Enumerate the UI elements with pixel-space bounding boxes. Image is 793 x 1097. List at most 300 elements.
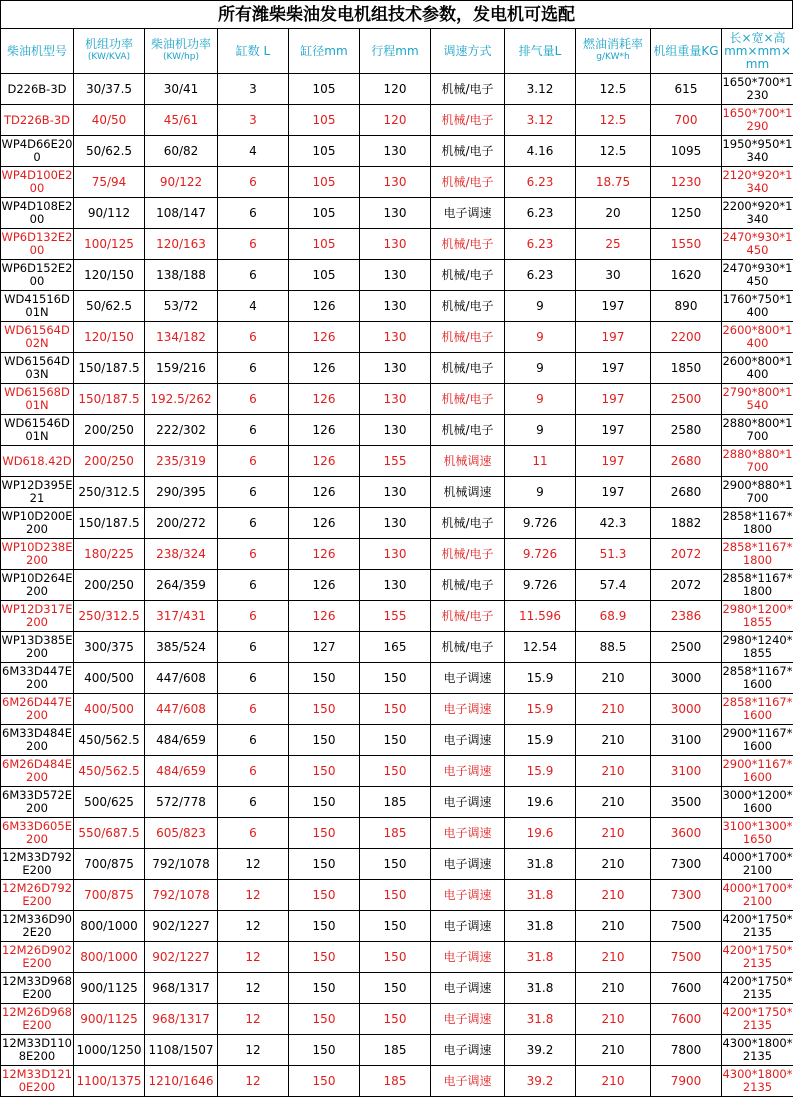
cell-engine-power: 159/216 <box>145 353 218 384</box>
cell-fuel-consumption: 12.5 <box>576 74 651 105</box>
cell-governor: 电子调速 <box>431 880 505 911</box>
cell-weight: 3500 <box>651 787 722 818</box>
cell-governor: 电子调速 <box>431 756 505 787</box>
cell-displacement: 6.23 <box>505 260 576 291</box>
cell-dimensions: 2600*800*1400 <box>722 353 793 384</box>
cell-fuel-consumption: 210 <box>576 1066 651 1097</box>
cell-engine-power: 968/1317 <box>145 973 218 1004</box>
column-header-model <box>1 29 74 74</box>
cell-engine-power: 45/61 <box>145 105 218 136</box>
cell-governor: 机械/电子 <box>431 508 505 539</box>
column-header-label: 机组功率 <box>85 37 133 51</box>
cell-displacement: 19.6 <box>505 818 576 849</box>
cell-stroke: 150 <box>360 725 431 756</box>
cell-cylinders: 6 <box>218 229 289 260</box>
cell-displacement: 9 <box>505 477 576 508</box>
cell-bore: 126 <box>289 384 360 415</box>
cell-dimensions: 1650*700*1290 <box>722 105 793 136</box>
cell-governor: 机械/电子 <box>431 322 505 353</box>
cell-stroke: 185 <box>360 818 431 849</box>
header-row <box>1 29 793 74</box>
cell-bore: 150 <box>289 663 360 694</box>
cell-model: 12M33D792E200 <box>1 849 74 880</box>
cell-fuel-consumption: 25 <box>576 229 651 260</box>
cell-unit-power: 40/50 <box>74 105 145 136</box>
cell-cylinders: 4 <box>218 136 289 167</box>
cell-dimensions: 4200*1750*2135 <box>722 973 793 1004</box>
cell-dimensions: 2900*1167*1600 <box>722 725 793 756</box>
cell-fuel-consumption: 210 <box>576 725 651 756</box>
cell-cylinders: 6 <box>218 508 289 539</box>
cell-bore: 126 <box>289 291 360 322</box>
cell-weight: 2200 <box>651 322 722 353</box>
cell-cylinders: 6 <box>218 663 289 694</box>
cell-weight: 2500 <box>651 632 722 663</box>
cell-stroke: 130 <box>360 198 431 229</box>
cell-stroke: 130 <box>360 477 431 508</box>
cell-dimensions: 1760*750*1400 <box>722 291 793 322</box>
cell-fuel-consumption: 197 <box>576 477 651 508</box>
cell-dimensions: 2858*1167*1600 <box>722 663 793 694</box>
cell-fuel-consumption: 210 <box>576 973 651 1004</box>
table-row <box>1 167 793 198</box>
cell-cylinders: 6 <box>218 725 289 756</box>
cell-fuel-consumption: 210 <box>576 880 651 911</box>
column-header-label: 排气量L <box>519 44 562 58</box>
cell-weight: 1550 <box>651 229 722 260</box>
cell-bore: 150 <box>289 725 360 756</box>
cell-governor: 电子调速 <box>431 942 505 973</box>
column-header-label: 缸数 L <box>236 44 271 58</box>
cell-cylinders: 12 <box>218 942 289 973</box>
cell-stroke: 150 <box>360 973 431 1004</box>
cell-weight: 3000 <box>651 663 722 694</box>
cell-weight: 7600 <box>651 973 722 1004</box>
cell-bore: 105 <box>289 260 360 291</box>
cell-fuel-consumption: 197 <box>576 291 651 322</box>
table-row <box>1 353 793 384</box>
cell-bore: 126 <box>289 570 360 601</box>
cell-model: 12M26D792E200 <box>1 880 74 911</box>
table-row <box>1 787 793 818</box>
cell-cylinders: 6 <box>218 384 289 415</box>
table-row <box>1 818 793 849</box>
cell-displacement: 9.726 <box>505 508 576 539</box>
cell-fuel-consumption: 210 <box>576 911 651 942</box>
cell-stroke: 185 <box>360 787 431 818</box>
cell-cylinders: 6 <box>218 322 289 353</box>
cell-governor: 机械调速 <box>431 477 505 508</box>
cell-cylinders: 6 <box>218 601 289 632</box>
cell-bore: 150 <box>289 756 360 787</box>
table-row <box>1 601 793 632</box>
cell-cylinders: 6 <box>218 632 289 663</box>
cell-governor: 电子调速 <box>431 787 505 818</box>
column-header-unit: (KW/hp) <box>145 51 217 64</box>
table-row <box>1 384 793 415</box>
cell-model: WP6D132E200 <box>1 229 74 260</box>
cell-fuel-consumption: 197 <box>576 415 651 446</box>
cell-model: 12M26D968E200 <box>1 1004 74 1035</box>
cell-dimensions: 2880*800*1700 <box>722 415 793 446</box>
cell-stroke: 165 <box>360 632 431 663</box>
cell-stroke: 150 <box>360 756 431 787</box>
cell-fuel-consumption: 197 <box>576 353 651 384</box>
cell-cylinders: 6 <box>218 539 289 570</box>
cell-bore: 150 <box>289 880 360 911</box>
table-row <box>1 632 793 663</box>
cell-dimensions: 2120*920*1340 <box>722 167 793 198</box>
cell-engine-power: 138/188 <box>145 260 218 291</box>
cell-model: WP12D395E21 <box>1 477 74 508</box>
cell-fuel-consumption: 197 <box>576 322 651 353</box>
cell-model: TD226B-3D <box>1 105 74 136</box>
cell-stroke: 130 <box>360 570 431 601</box>
cell-governor: 机械/电子 <box>431 539 505 570</box>
table-row <box>1 539 793 570</box>
column-header-unit: (KW/KVA) <box>74 51 144 64</box>
cell-engine-power: 120/163 <box>145 229 218 260</box>
cell-model: 12M33D1210E200 <box>1 1066 74 1097</box>
cell-engine-power: 572/778 <box>145 787 218 818</box>
column-header-unit: g/KW*h <box>576 51 650 64</box>
cell-model: 12M336D902E20 <box>1 911 74 942</box>
table-row <box>1 74 793 105</box>
cell-unit-power: 700/875 <box>74 880 145 911</box>
cell-displacement: 3.12 <box>505 105 576 136</box>
cell-model: WP10D238E200 <box>1 539 74 570</box>
cell-fuel-consumption: 68.9 <box>576 601 651 632</box>
cell-weight: 2386 <box>651 601 722 632</box>
cell-fuel-consumption: 210 <box>576 663 651 694</box>
cell-displacement: 15.9 <box>505 694 576 725</box>
cell-dimensions: 4000*1700*2100 <box>722 849 793 880</box>
table-row <box>1 663 793 694</box>
cell-unit-power: 500/625 <box>74 787 145 818</box>
cell-bore: 150 <box>289 1004 360 1035</box>
table-row <box>1 446 793 477</box>
cell-stroke: 120 <box>360 105 431 136</box>
table-row <box>1 911 793 942</box>
table-row <box>1 198 793 229</box>
cell-cylinders: 12 <box>218 1066 289 1097</box>
cell-weight: 7900 <box>651 1066 722 1097</box>
cell-stroke: 150 <box>360 663 431 694</box>
cell-fuel-consumption: 210 <box>576 756 651 787</box>
table-row <box>1 973 793 1004</box>
cell-unit-power: 75/94 <box>74 167 145 198</box>
cell-unit-power: 150/187.5 <box>74 353 145 384</box>
cell-cylinders: 4 <box>218 291 289 322</box>
cell-governor: 机械/电子 <box>431 384 505 415</box>
cell-fuel-consumption: 210 <box>576 849 651 880</box>
cell-governor: 电子调速 <box>431 911 505 942</box>
cell-dimensions: 3100*1300*1650 <box>722 818 793 849</box>
cell-displacement: 9 <box>505 415 576 446</box>
cell-displacement: 15.9 <box>505 725 576 756</box>
table-row <box>1 1066 793 1097</box>
table-row <box>1 694 793 725</box>
column-header-label: 行程mm <box>371 44 418 58</box>
column-header-dimensions <box>722 29 793 74</box>
cell-unit-power: 1000/1250 <box>74 1035 145 1066</box>
cell-stroke: 150 <box>360 880 431 911</box>
cell-displacement: 19.6 <box>505 787 576 818</box>
cell-displacement: 31.8 <box>505 1004 576 1035</box>
cell-model: WP13D385E200 <box>1 632 74 663</box>
cell-model: WP4D108E200 <box>1 198 74 229</box>
cell-stroke: 155 <box>360 601 431 632</box>
table-row <box>1 725 793 756</box>
cell-model: 6M33D484E200 <box>1 725 74 756</box>
cell-governor: 机械/电子 <box>431 415 505 446</box>
table-row <box>1 1004 793 1035</box>
cell-engine-power: 484/659 <box>145 725 218 756</box>
cell-model: 12M26D902E200 <box>1 942 74 973</box>
cell-dimensions: 3000*1200*1600 <box>722 787 793 818</box>
cell-model: 12M33D968E200 <box>1 973 74 1004</box>
cell-model: 6M26D447E200 <box>1 694 74 725</box>
cell-weight: 7500 <box>651 911 722 942</box>
cell-bore: 126 <box>289 415 360 446</box>
cell-engine-power: 484/659 <box>145 756 218 787</box>
cell-governor: 电子调速 <box>431 818 505 849</box>
column-header-label: 调速方式 <box>443 44 491 58</box>
cell-engine-power: 222/302 <box>145 415 218 446</box>
cell-unit-power: 100/125 <box>74 229 145 260</box>
cell-displacement: 11.596 <box>505 601 576 632</box>
cell-bore: 150 <box>289 1066 360 1097</box>
cell-fuel-consumption: 12.5 <box>576 136 651 167</box>
cell-cylinders: 12 <box>218 1035 289 1066</box>
cell-stroke: 130 <box>360 260 431 291</box>
cell-displacement: 31.8 <box>505 911 576 942</box>
cell-unit-power: 300/375 <box>74 632 145 663</box>
cell-engine-power: 290/395 <box>145 477 218 508</box>
cell-dimensions: 4200*1750*2135 <box>722 911 793 942</box>
column-header-label: 燃油消耗率 <box>583 37 643 51</box>
cell-governor: 机械/电子 <box>431 291 505 322</box>
cell-unit-power: 550/687.5 <box>74 818 145 849</box>
cell-cylinders: 6 <box>218 756 289 787</box>
cell-dimensions: 2470*930*1450 <box>722 260 793 291</box>
cell-engine-power: 1108/1507 <box>145 1035 218 1066</box>
cell-governor: 机械/电子 <box>431 105 505 136</box>
cell-unit-power: 50/62.5 <box>74 291 145 322</box>
cell-dimensions: 4200*1750*2135 <box>722 942 793 973</box>
cell-cylinders: 6 <box>218 477 289 508</box>
cell-bore: 150 <box>289 818 360 849</box>
cell-displacement: 11 <box>505 446 576 477</box>
cell-weight: 1620 <box>651 260 722 291</box>
cell-displacement: 39.2 <box>505 1035 576 1066</box>
cell-engine-power: 792/1078 <box>145 880 218 911</box>
cell-model: WP4D66E200 <box>1 136 74 167</box>
cell-dimensions: 4300*1800*2135 <box>722 1035 793 1066</box>
cell-fuel-consumption: 210 <box>576 694 651 725</box>
cell-bore: 150 <box>289 1035 360 1066</box>
cell-stroke: 155 <box>360 446 431 477</box>
cell-dimensions: 2858*1167*1800 <box>722 539 793 570</box>
cell-engine-power: 30/41 <box>145 74 218 105</box>
cell-bore: 126 <box>289 446 360 477</box>
cell-cylinders: 12 <box>218 973 289 1004</box>
cell-engine-power: 238/324 <box>145 539 218 570</box>
cell-displacement: 6.23 <box>505 229 576 260</box>
cell-model: WP10D264E200 <box>1 570 74 601</box>
cell-displacement: 6.23 <box>505 167 576 198</box>
cell-fuel-consumption: 12.5 <box>576 105 651 136</box>
cell-cylinders: 6 <box>218 198 289 229</box>
cell-fuel-consumption: 210 <box>576 787 651 818</box>
cell-weight: 2072 <box>651 539 722 570</box>
cell-displacement: 9 <box>505 291 576 322</box>
cell-unit-power: 400/500 <box>74 663 145 694</box>
cell-engine-power: 53/72 <box>145 291 218 322</box>
cell-dimensions: 4200*1750*2135 <box>722 1004 793 1035</box>
column-header-label: 柴油机型号 <box>7 44 67 58</box>
cell-weight: 7300 <box>651 880 722 911</box>
cell-bore: 126 <box>289 477 360 508</box>
cell-stroke: 185 <box>360 1066 431 1097</box>
cell-cylinders: 6 <box>218 446 289 477</box>
cell-unit-power: 250/312.5 <box>74 477 145 508</box>
cell-displacement: 9.726 <box>505 539 576 570</box>
cell-fuel-consumption: 210 <box>576 1004 651 1035</box>
cell-engine-power: 200/272 <box>145 508 218 539</box>
cell-governor: 机械调速 <box>431 446 505 477</box>
table-row <box>1 477 793 508</box>
cell-fuel-consumption: 18.75 <box>576 167 651 198</box>
cell-governor: 机械/电子 <box>431 136 505 167</box>
cell-dimensions: 2900*1167*1600 <box>722 756 793 787</box>
cell-weight: 2680 <box>651 477 722 508</box>
cell-cylinders: 12 <box>218 1004 289 1035</box>
cell-model: WD61568D01N <box>1 384 74 415</box>
cell-cylinders: 6 <box>218 694 289 725</box>
cell-bore: 127 <box>289 632 360 663</box>
cell-governor: 电子调速 <box>431 725 505 756</box>
cell-stroke: 130 <box>360 136 431 167</box>
cell-model: D226B-3D <box>1 74 74 105</box>
cell-unit-power: 900/1125 <box>74 973 145 1004</box>
cell-displacement: 15.9 <box>505 663 576 694</box>
spec-table <box>0 28 793 1097</box>
cell-engine-power: 447/608 <box>145 694 218 725</box>
cell-cylinders: 6 <box>218 167 289 198</box>
cell-displacement: 9 <box>505 353 576 384</box>
cell-model: 6M33D447E200 <box>1 663 74 694</box>
cell-unit-power: 700/875 <box>74 849 145 880</box>
cell-stroke: 130 <box>360 415 431 446</box>
cell-weight: 1882 <box>651 508 722 539</box>
cell-displacement: 31.8 <box>505 973 576 1004</box>
cell-bore: 126 <box>289 508 360 539</box>
cell-engine-power: 447/608 <box>145 663 218 694</box>
cell-stroke: 130 <box>360 322 431 353</box>
cell-governor: 电子调速 <box>431 973 505 1004</box>
cell-cylinders: 3 <box>218 105 289 136</box>
cell-governor: 电子调速 <box>431 694 505 725</box>
column-header-displacement <box>505 29 576 74</box>
cell-displacement: 9 <box>505 322 576 353</box>
column-header-fuel-consumption <box>576 29 651 74</box>
cell-dimensions: 2980*1240*1855 <box>722 632 793 663</box>
cell-unit-power: 50/62.5 <box>74 136 145 167</box>
cell-dimensions: 2900*880*1700 <box>722 477 793 508</box>
cell-dimensions: 4000*1700*2100 <box>722 880 793 911</box>
cell-governor: 机械/电子 <box>431 167 505 198</box>
column-header-label: 机组重量KG <box>653 44 718 58</box>
cell-dimensions: 2858*1167*1800 <box>722 508 793 539</box>
cell-governor: 机械/电子 <box>431 260 505 291</box>
cell-dimensions: 2200*920*1340 <box>722 198 793 229</box>
cell-unit-power: 150/187.5 <box>74 384 145 415</box>
cell-weight: 2580 <box>651 415 722 446</box>
cell-model: WD41516D01N <box>1 291 74 322</box>
table-row <box>1 105 793 136</box>
cell-stroke: 185 <box>360 1035 431 1066</box>
cell-displacement: 31.8 <box>505 880 576 911</box>
cell-stroke: 130 <box>360 384 431 415</box>
cell-bore: 126 <box>289 322 360 353</box>
column-header-label: 长×宽×高 mm×mm× mm <box>724 31 791 71</box>
cell-displacement: 4.16 <box>505 136 576 167</box>
cell-stroke: 150 <box>360 694 431 725</box>
cell-weight: 2500 <box>651 384 722 415</box>
cell-cylinders: 12 <box>218 880 289 911</box>
cell-bore: 150 <box>289 911 360 942</box>
cell-unit-power: 90/112 <box>74 198 145 229</box>
cell-stroke: 130 <box>360 291 431 322</box>
cell-fuel-consumption: 88.5 <box>576 632 651 663</box>
table-row <box>1 322 793 353</box>
cell-displacement: 39.2 <box>505 1066 576 1097</box>
cell-weight: 2072 <box>651 570 722 601</box>
cell-engine-power: 90/122 <box>145 167 218 198</box>
cell-bore: 126 <box>289 601 360 632</box>
cell-model: 6M33D605E200 <box>1 818 74 849</box>
cell-bore: 150 <box>289 973 360 1004</box>
column-header-label: 柴油机功率 <box>151 37 211 51</box>
cell-engine-power: 134/182 <box>145 322 218 353</box>
cell-bore: 150 <box>289 942 360 973</box>
cell-stroke: 150 <box>360 1004 431 1035</box>
cell-fuel-consumption: 20 <box>576 198 651 229</box>
cell-weight: 890 <box>651 291 722 322</box>
cell-dimensions: 2858*1167*1600 <box>722 694 793 725</box>
cell-unit-power: 120/150 <box>74 322 145 353</box>
cell-governor: 机械/电子 <box>431 570 505 601</box>
cell-weight: 700 <box>651 105 722 136</box>
cell-engine-power: 968/1317 <box>145 1004 218 1035</box>
table-row <box>1 942 793 973</box>
cell-weight: 615 <box>651 74 722 105</box>
cell-bore: 126 <box>289 539 360 570</box>
cell-stroke: 130 <box>360 167 431 198</box>
cell-unit-power: 400/500 <box>74 694 145 725</box>
table-row <box>1 291 793 322</box>
cell-weight: 2680 <box>651 446 722 477</box>
cell-unit-power: 200/250 <box>74 446 145 477</box>
column-header-engine-power <box>145 29 218 74</box>
cell-governor: 电子调速 <box>431 198 505 229</box>
table-row <box>1 229 793 260</box>
cell-cylinders: 6 <box>218 818 289 849</box>
cell-weight: 7300 <box>651 849 722 880</box>
cell-dimensions: 1650*700*1230 <box>722 74 793 105</box>
cell-cylinders: 3 <box>218 74 289 105</box>
